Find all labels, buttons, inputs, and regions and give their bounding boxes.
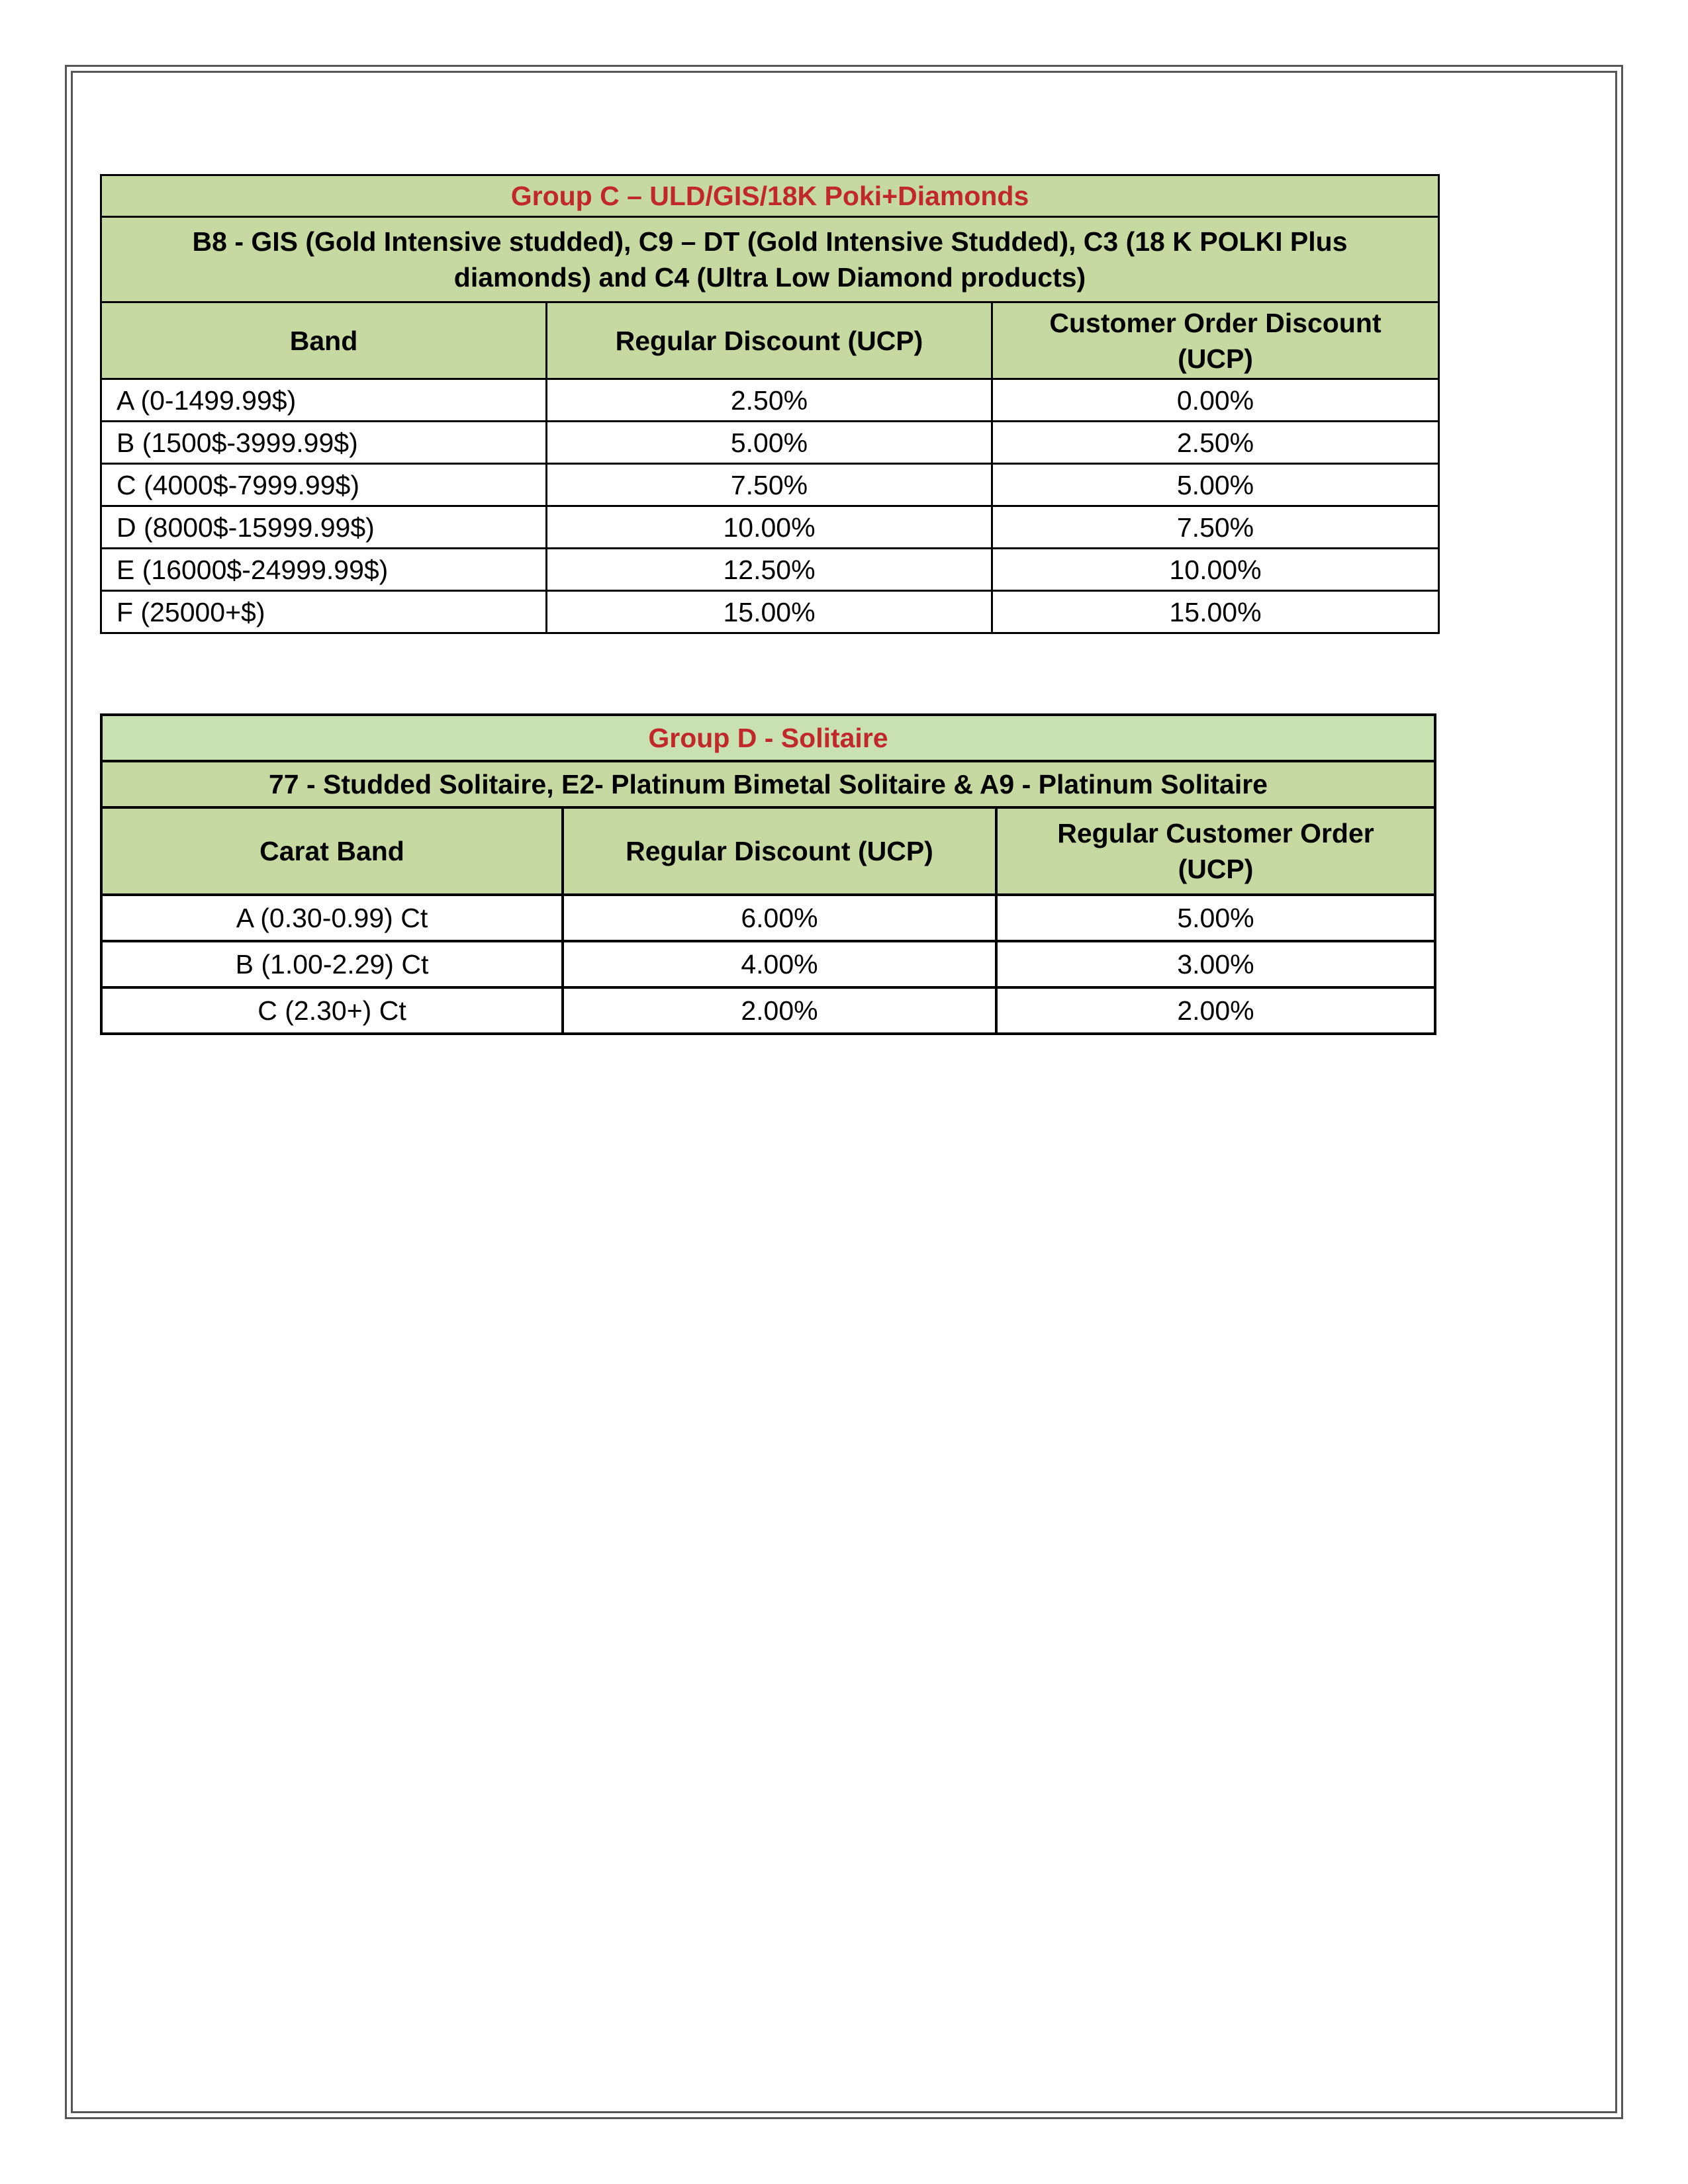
customer-discount-cell: 7.50% (992, 506, 1439, 549)
table-row (101, 941, 1435, 987)
customer-order-discount-header (992, 302, 1439, 379)
group-c-description-line2: diamonds) and C4 (Ultra Low Diamond products) (453, 262, 1086, 293)
group-d-title: Group D - Solitaire (101, 715, 1435, 761)
group-c-description-line1: B8 - GIS (Gold Intensive studded), C9 – DT (Gold Intensive Studded), C3 (18 K POLKI Plus (192, 226, 1348, 257)
band-cell: E (16000$-24999.99$) (101, 549, 547, 591)
table-row (101, 895, 1435, 941)
regular-discount-cell: 7.50% (547, 464, 992, 506)
group-c-table (100, 174, 1440, 634)
regular-discount-header: Regular Discount (UCP) (563, 807, 996, 895)
regular-discount-cell: 12.50% (547, 549, 992, 591)
carat-band-header: Carat Band (101, 807, 563, 895)
customer-order-header-line1: Customer Order Discount (1049, 307, 1382, 338)
customer-order-cell: 5.00% (996, 895, 1435, 941)
carat-band-cell: C (2.30+) Ct (101, 987, 563, 1034)
regular-discount-cell: 2.00% (563, 987, 996, 1034)
customer-order-cell: 2.00% (996, 987, 1435, 1034)
carat-band-cell: B (1.00-2.29) Ct (101, 941, 563, 987)
regular-customer-order-header-line1: Regular Customer Order (1057, 818, 1374, 848)
customer-discount-cell: 10.00% (992, 549, 1439, 591)
customer-discount-cell: 5.00% (992, 464, 1439, 506)
table-row (101, 549, 1439, 591)
band-cell: C (4000$-7999.99$) (101, 464, 547, 506)
regular-discount-cell: 2.50% (547, 379, 992, 422)
regular-discount-cell: 6.00% (563, 895, 996, 941)
band-cell: D (8000$-15999.99$) (101, 506, 547, 549)
regular-discount-cell: 10.00% (547, 506, 992, 549)
table-row (101, 591, 1439, 633)
band-cell: F (25000+$) (101, 591, 547, 633)
table-row (101, 379, 1439, 422)
group-c-description (101, 217, 1439, 302)
regular-discount-cell: 5.00% (547, 422, 992, 464)
table-row (101, 464, 1439, 506)
carat-band-cell: A (0.30-0.99) Ct (101, 895, 563, 941)
regular-discount-cell: 15.00% (547, 591, 992, 633)
band-cell: A (0-1499.99$) (101, 379, 547, 422)
group-c-title: Group C – ULD/GIS/18K Poki+Diamonds (101, 175, 1439, 217)
band-header: Band (101, 302, 547, 379)
group-d-table (100, 713, 1436, 1035)
table-row (101, 422, 1439, 464)
band-cell: B (1500$-3999.99$) (101, 422, 547, 464)
customer-discount-cell: 15.00% (992, 591, 1439, 633)
group-d-description: 77 - Studded Solitaire, E2- Platinum Bimetal Solitaire & A9 - Platinum Solitaire (101, 761, 1435, 807)
customer-order-cell: 3.00% (996, 941, 1435, 987)
customer-order-header-line2: (UCP) (1178, 343, 1253, 374)
customer-discount-cell: 2.50% (992, 422, 1439, 464)
regular-discount-cell: 4.00% (563, 941, 996, 987)
regular-customer-order-header-line2: (UCP) (1178, 854, 1254, 884)
table-row (101, 987, 1435, 1034)
customer-discount-cell: 0.00% (992, 379, 1439, 422)
regular-customer-order-header (996, 807, 1435, 895)
table-row (101, 506, 1439, 549)
regular-discount-header: Regular Discount (UCP) (547, 302, 992, 379)
